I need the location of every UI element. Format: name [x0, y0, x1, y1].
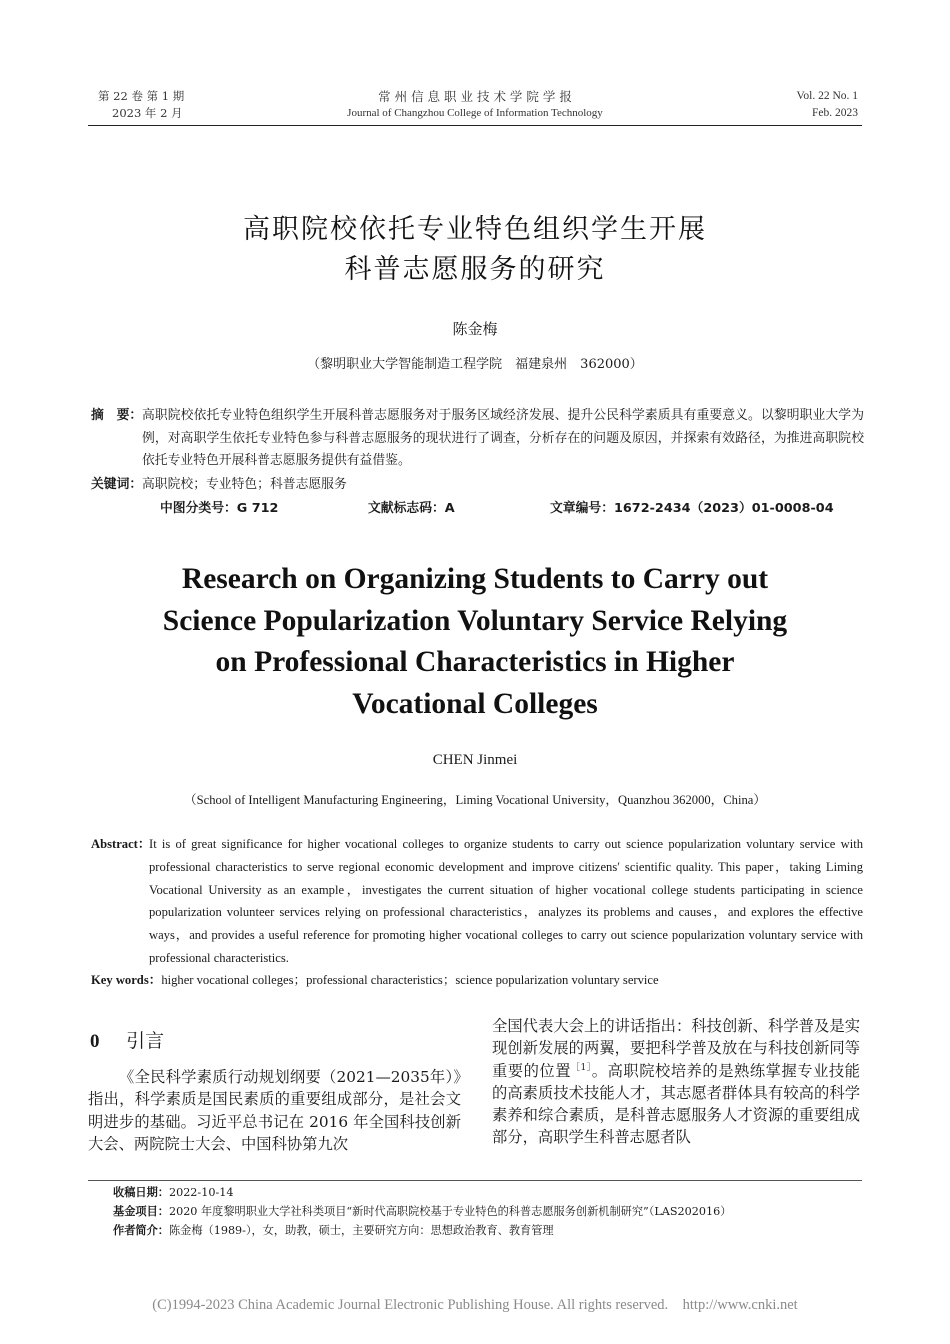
author-zh: 陈金梅 [452, 320, 498, 338]
doc-value: A [444, 501, 455, 516]
article-title-en [80, 559, 870, 725]
clc-label: 中图分类号： [160, 501, 237, 516]
section-title: 引言 [126, 1030, 165, 1052]
clc-number [160, 498, 278, 520]
article-number [550, 498, 834, 520]
article-label: 文章编号： [550, 501, 614, 516]
header-vol-en [797, 88, 858, 122]
received-value: 2022-10-14 [168, 1186, 234, 1199]
doc-label: 文献标志码： [368, 501, 445, 516]
abstract-en-text: It is of great significance for higher vocational colleges to organize students to carry out science popularization voluntary service with professional characteristics to serve regional economic development and improve citizens′ scientific quality. This paper，taking Liming Vocational University as an example，investigates the current situation of higher vocational college students participating in science popularization volunteer services relying on professional characteristics，analyzes its problems and causes，and explores the effective ways，and provides a useful reference for promoting higher vocational colleges to carry out science popularization voluntary service with professional characteristics. [149, 837, 863, 965]
footnote-rule [88, 1180, 862, 1181]
title-en-line4: Vocational Colleges [352, 687, 598, 720]
abstract-en [91, 833, 863, 970]
abstract-zh-text: 高职院校依托专业特色组织学生开展科普志愿服务对于服务区域经济发展、提升公民科学素质具有重要意义。以黎明职业大学为例，对高职学生依托专业特色参与科普志愿服务的现状进行了调查，分析存在的问题及原因，并探索有效路径，为推进高职院校依托专业特色开展科普志愿服务提供有益借鉴。 [142, 408, 864, 468]
affiliation-zh: （黎明职业大学智能制造工程学院 福建泉州 362000） [307, 357, 643, 372]
article-title-zh [0, 210, 950, 290]
title-zh-line1: 高职院校依托专业特色组织学生开展 [243, 214, 707, 245]
section-heading [90, 1026, 164, 1053]
article-value: 1672-2434（2023）01-0008-04 [613, 501, 834, 516]
footnotes [113, 1183, 863, 1240]
fund-value: 2020 年度黎明职业大学社科类项目“新时代高职院校基于专业特色的科普志愿服务创新机制研究”（LAS202016） [168, 1205, 732, 1218]
received-label: 收稿日期： [113, 1186, 169, 1199]
header-date: 2023 年 2 月 [112, 106, 183, 120]
header-vol-number: Vol. 22 No. 1 [796, 90, 858, 102]
footnote-bio [113, 1221, 863, 1240]
body-right-text-2: 。高职院校培养的是熟练掌握专业技能的高素质技术技能人才，其志愿者群体具有较高的科学素养和综合素质，是科普志愿服务人才资源的重要组成部分，高职学生科普志愿者队 [492, 1061, 860, 1147]
section-number: 0 [90, 1031, 100, 1052]
citation-ref: ［1］ [571, 1062, 592, 1073]
journal-title-en: Journal of Changzhou College of Information Technology [347, 107, 603, 119]
body-left-column: 《全民科学素质行动规划纲要（2021—2035年）》指出，科学素质是国民素质的重要组成部分，是社会文明进步的基础。习近平总书记在 2016 年全国科技创新大会、两院院士大会、中国科协第九次 [88, 1068, 461, 1153]
title-en-line3: on Professional Characteristics in Higher [215, 646, 735, 678]
footnote-fund [113, 1202, 863, 1221]
title-zh-line2: 科普志愿服务的研究 [344, 254, 606, 285]
bio-value: 陈金梅（1989-），女，助教，硕士，主要研究方向：思想政治教育、教育管理 [168, 1224, 554, 1237]
title-en-line1: Research on Organizing Students to Carry out [181, 563, 769, 595]
affiliation-en: （School of Intelligent Manufacturing Engineering，Liming Vocational University，Quanzhou 362000，China） [184, 793, 766, 807]
copyright-notice: (C)1994-2023 China Academic Journal Electronic Publishing House. All rights reserved. http://www.cnki.net [152, 1297, 798, 1313]
header-rule [88, 125, 862, 126]
body-right-column [492, 1015, 860, 1149]
keywords-en-label: Key words： [91, 973, 162, 987]
bio-label: 作者简介： [113, 1224, 169, 1237]
keywords-en [91, 969, 863, 992]
footnote-received [113, 1183, 863, 1202]
journal-title-zh: 常 州 信 息 职 业 技 术 学 院 学 报 [378, 89, 572, 104]
body-right-text-1: 全国代表大会上的讲话指出：科技创新、科学普及是实现创新发展的两翼，要把科学普及放在与科技创新同等重要的位置 [492, 1017, 860, 1080]
keywords-zh [91, 474, 864, 496]
abstract-zh-label: 摘 要： [91, 408, 143, 423]
keywords-zh-label: 关键词： [91, 477, 143, 492]
header-volume-issue: 第 22 卷 第 1 期 [98, 89, 185, 103]
abstract-en-label: Abstract： [91, 837, 151, 851]
doc-code [368, 498, 455, 520]
fund-label: 基金项目： [113, 1205, 169, 1218]
title-en-line2: Science Popularization Voluntary Service Relying [162, 604, 788, 637]
clc-value: G 712 [236, 501, 279, 516]
author-en: CHEN Jinmei [432, 752, 518, 768]
header-month-en: Feb. 2023 [812, 107, 858, 119]
keywords-zh-text: 高职院校；专业特色；科普志愿服务 [142, 477, 347, 492]
keywords-en-text: higher vocational colleges；professional characteristics；science popularization voluntary service [161, 973, 659, 987]
abstract-zh [91, 405, 864, 473]
